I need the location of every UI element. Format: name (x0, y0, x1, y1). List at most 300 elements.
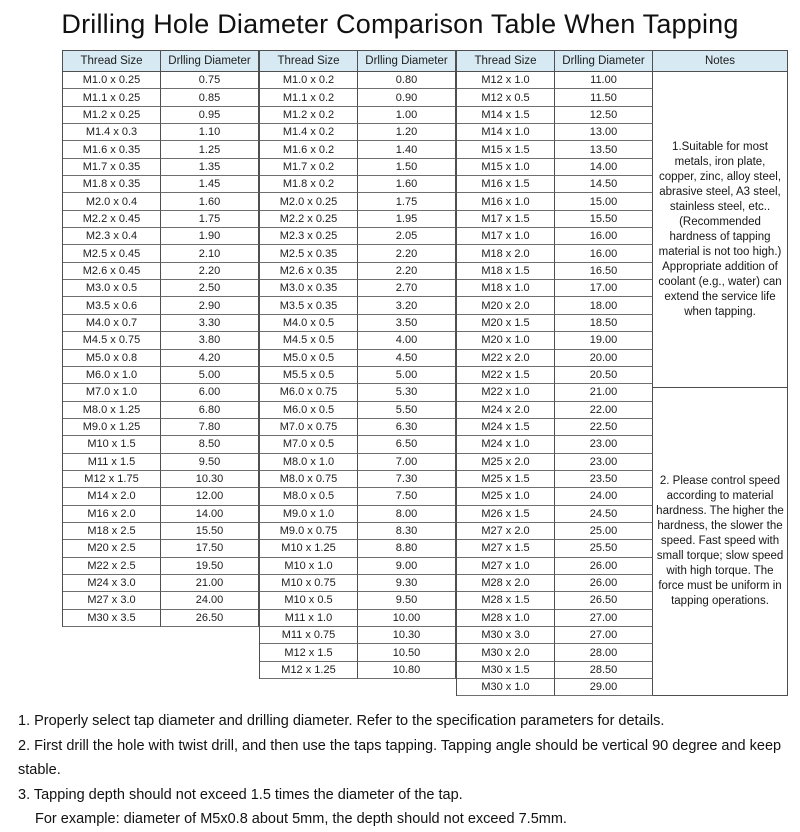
drill-diameter-cell: 1.90 (161, 228, 259, 245)
drill-diameter-cell: 0.90 (358, 89, 456, 106)
table-row (260, 176, 456, 193)
drill-diameter-cell: 27.00 (555, 610, 653, 627)
table-row (63, 610, 259, 627)
thread-size-cell: M1.2 x 0.2 (260, 107, 358, 124)
table-row (63, 280, 259, 297)
table-row (63, 436, 259, 453)
thread-size-cell: M25 x 1.5 (457, 471, 555, 488)
table-row (260, 315, 456, 332)
drill-diameter-cell: 3.80 (161, 332, 259, 349)
drill-diameter-cell: 2.50 (161, 280, 259, 297)
thread-size-cell: M1.0 x 0.2 (260, 72, 358, 89)
table-row (260, 211, 456, 228)
column-header-thread-size: Thread Size (457, 51, 555, 72)
thread-size-cell: M1.6 x 0.2 (260, 141, 358, 158)
drill-diameter-cell: 23.00 (555, 436, 653, 453)
thread-size-cell: M2.2 x 0.25 (260, 211, 358, 228)
thread-size-cell: M24 x 1.0 (457, 436, 555, 453)
thread-size-cell: M7.0 x 1.0 (63, 384, 161, 401)
thread-size-cell: M28 x 1.0 (457, 610, 555, 627)
footnote-2: 2. First drill the hole with twist drill, and then use the taps tapping. Tapping angle should be vertical 90 degree and keep stable. (18, 737, 782, 779)
thread-size-cell: M25 x 2.0 (457, 454, 555, 471)
drill-diameter-cell: 3.30 (161, 315, 259, 332)
thread-size-cell: M30 x 3.5 (63, 610, 161, 627)
thread-size-cell: M16 x 1.0 (457, 193, 555, 210)
drill-diameter-cell: 1.60 (358, 176, 456, 193)
table-row (63, 193, 259, 210)
thread-size-cell: M2.5 x 0.35 (260, 245, 358, 262)
thread-size-cell: M27 x 2.0 (457, 523, 555, 540)
table-row (457, 488, 653, 505)
table-row (260, 402, 456, 419)
table-row (63, 211, 259, 228)
table-row (260, 488, 456, 505)
drill-diameter-cell: 2.90 (161, 297, 259, 314)
drill-diameter-cell: 9.00 (358, 558, 456, 575)
header-row (63, 51, 259, 72)
table-row (260, 280, 456, 297)
comparison-table (62, 50, 788, 696)
thread-size-cell: M12 x 1.75 (63, 471, 161, 488)
thread-size-cell: M30 x 1.5 (457, 662, 555, 679)
table-row (457, 506, 653, 523)
table-row (63, 89, 259, 106)
drill-diameter-cell: 11.50 (555, 89, 653, 106)
header-row (260, 51, 456, 72)
drill-diameter-cell: 6.00 (161, 384, 259, 401)
drill-diameter-cell: 3.50 (358, 315, 456, 332)
drill-diameter-cell: 0.80 (358, 72, 456, 89)
table-row (63, 245, 259, 262)
table-row (260, 245, 456, 262)
column-header-drilling-diameter: Drlling Diameter (555, 51, 653, 72)
thread-size-cell: M1.4 x 0.3 (63, 124, 161, 141)
table-row (457, 610, 653, 627)
drill-diameter-cell: 8.50 (161, 436, 259, 453)
drill-diameter-cell: 23.50 (555, 471, 653, 488)
drill-diameter-cell: 0.85 (161, 89, 259, 106)
thread-size-cell: M28 x 1.5 (457, 592, 555, 609)
table-row (457, 367, 653, 384)
table-row (63, 575, 259, 592)
table-row (260, 540, 456, 557)
drill-diameter-cell: 6.50 (358, 436, 456, 453)
drill-diameter-cell: 7.30 (358, 471, 456, 488)
table-row (260, 297, 456, 314)
thread-size-cell: M15 x 1.0 (457, 159, 555, 176)
drill-diameter-cell: 2.20 (358, 245, 456, 262)
table-row (457, 540, 653, 557)
thread-size-cell: M18 x 1.5 (457, 263, 555, 280)
table-row (260, 384, 456, 401)
drill-diameter-cell: 5.00 (358, 367, 456, 384)
thread-size-cell: M22 x 1.0 (457, 384, 555, 401)
table-row (457, 627, 653, 644)
table-row (260, 159, 456, 176)
footnote-3-example: For example: diameter of M5x0.8 about 5mm, the depth should not exceed 7.5mm. (35, 811, 567, 828)
drill-diameter-cell: 9.50 (161, 454, 259, 471)
table-row (260, 610, 456, 627)
table-row (260, 506, 456, 523)
table-row (457, 679, 653, 696)
table-row (457, 419, 653, 436)
thread-size-cell: M11 x 0.75 (260, 627, 358, 644)
table-row (457, 141, 653, 158)
drill-diameter-cell: 9.30 (358, 575, 456, 592)
table-row (260, 662, 456, 679)
drill-diameter-cell: 10.30 (161, 471, 259, 488)
table-row (260, 454, 456, 471)
drill-diameter-cell: 21.00 (555, 384, 653, 401)
drill-diameter-cell: 5.50 (358, 402, 456, 419)
thread-size-cell: M25 x 1.0 (457, 488, 555, 505)
thread-size-cell: M10 x 1.5 (63, 436, 161, 453)
table-row (260, 193, 456, 210)
header-row (653, 51, 788, 72)
thread-size-cell: M6.0 x 0.5 (260, 402, 358, 419)
thread-size-cell: M17 x 1.0 (457, 228, 555, 245)
drill-diameter-cell: 8.00 (358, 506, 456, 523)
drill-diameter-cell: 18.50 (555, 315, 653, 332)
drill-diameter-cell: 6.80 (161, 402, 259, 419)
table-row (260, 367, 456, 384)
drill-diameter-cell: 1.40 (358, 141, 456, 158)
table-row (457, 228, 653, 245)
thread-size-cell: M14 x 1.0 (457, 124, 555, 141)
table-row (260, 419, 456, 436)
drill-diameter-cell: 8.30 (358, 523, 456, 540)
thread-size-cell: M24 x 3.0 (63, 575, 161, 592)
table-row (457, 193, 653, 210)
drill-diameter-cell: 13.00 (555, 124, 653, 141)
table-row (63, 402, 259, 419)
table-row (63, 488, 259, 505)
table-row (63, 107, 259, 124)
drill-diameter-cell: 1.35 (161, 159, 259, 176)
table-row (63, 124, 259, 141)
table-row (260, 141, 456, 158)
note-1: 1.Suitable for most metals, iron plate, copper, zinc, alloy steel, abrasive steel, A3 steel, stainless steel, etc..(Recommended hardness of tapping material is not too high.) Appropriate addition of coolant (e.g., water) can extend the service life when tapping. (653, 72, 788, 388)
table-row (63, 592, 259, 609)
table-row (63, 454, 259, 471)
table-row (260, 107, 456, 124)
thread-size-cell: M7.0 x 0.5 (260, 436, 358, 453)
thread-size-cell: M4.5 x 0.5 (260, 332, 358, 349)
footnotes (18, 709, 788, 832)
thread-size-cell: M1.0 x 0.25 (63, 72, 161, 89)
header-row (457, 51, 653, 72)
table-row (260, 575, 456, 592)
thread-size-cell: M2.6 x 0.35 (260, 263, 358, 280)
thread-size-cell: M12 x 1.5 (260, 644, 358, 661)
thread-size-cell: M18 x 1.0 (457, 280, 555, 297)
table-row (260, 558, 456, 575)
drill-diameter-cell: 7.50 (358, 488, 456, 505)
drill-diameter-cell: 1.95 (358, 211, 456, 228)
thread-size-cell: M8.0 x 0.75 (260, 471, 358, 488)
thread-size-cell: M5.0 x 0.5 (260, 350, 358, 367)
drill-diameter-cell: 10.80 (358, 662, 456, 679)
table-row (457, 350, 653, 367)
drill-diameter-cell: 27.00 (555, 627, 653, 644)
drill-diameter-cell: 23.00 (555, 454, 653, 471)
table-row (260, 228, 456, 245)
drill-diameter-cell: 1.50 (358, 159, 456, 176)
drill-diameter-cell: 5.30 (358, 384, 456, 401)
table-row (63, 263, 259, 280)
thread-size-cell: M22 x 2.5 (63, 558, 161, 575)
thread-size-cell: M26 x 1.5 (457, 506, 555, 523)
drill-diameter-cell: 24.00 (161, 592, 259, 609)
drill-diameter-cell: 2.10 (161, 245, 259, 262)
table-row (457, 471, 653, 488)
table-row (260, 263, 456, 280)
thread-size-cell: M1.8 x 0.35 (63, 176, 161, 193)
thread-size-cell: M2.3 x 0.25 (260, 228, 358, 245)
table-row (63, 384, 259, 401)
drill-diameter-cell: 1.00 (358, 107, 456, 124)
thread-size-cell: M2.0 x 0.4 (63, 193, 161, 210)
drill-diameter-cell: 15.50 (555, 211, 653, 228)
thread-size-cell: M22 x 1.5 (457, 367, 555, 384)
drill-diameter-cell: 19.50 (161, 558, 259, 575)
thread-size-cell: M9.0 x 0.75 (260, 523, 358, 540)
drill-diameter-cell: 0.95 (161, 107, 259, 124)
table-row (63, 332, 259, 349)
thread-size-cell: M3.0 x 0.5 (63, 280, 161, 297)
drill-diameter-cell: 20.50 (555, 367, 653, 384)
table-row (457, 575, 653, 592)
drill-diameter-cell: 16.50 (555, 263, 653, 280)
table-pair-1 (62, 50, 259, 627)
thread-size-cell: M15 x 1.5 (457, 141, 555, 158)
table-row (63, 228, 259, 245)
table-row (457, 124, 653, 141)
thread-size-cell: M8.0 x 0.5 (260, 488, 358, 505)
table-row (63, 315, 259, 332)
thread-size-cell: M24 x 2.0 (457, 402, 555, 419)
table-row (260, 436, 456, 453)
table-row (63, 558, 259, 575)
drill-diameter-cell: 22.00 (555, 402, 653, 419)
drill-diameter-cell: 25.00 (555, 523, 653, 540)
drill-diameter-cell: 24.00 (555, 488, 653, 505)
table-row (63, 471, 259, 488)
table-row (63, 506, 259, 523)
table-row (457, 211, 653, 228)
thread-size-cell: M12 x 1.25 (260, 662, 358, 679)
thread-size-cell: M10 x 1.0 (260, 558, 358, 575)
thread-size-cell: M1.6 x 0.35 (63, 141, 161, 158)
thread-size-cell: M9.0 x 1.0 (260, 506, 358, 523)
thread-size-cell: M10 x 1.25 (260, 540, 358, 557)
thread-size-cell: M11 x 1.0 (260, 610, 358, 627)
table-row (260, 124, 456, 141)
table-row (260, 644, 456, 661)
table-row (457, 592, 653, 609)
table-row (63, 350, 259, 367)
column-header-drilling-diameter: Drlling Diameter (358, 51, 456, 72)
thread-size-cell: M3.5 x 0.6 (63, 297, 161, 314)
thread-size-cell: M6.0 x 1.0 (63, 367, 161, 384)
drill-diameter-cell: 14.00 (161, 506, 259, 523)
column-header-thread-size: Thread Size (260, 51, 358, 72)
drill-diameter-cell: 17.50 (161, 540, 259, 557)
thread-size-cell: M16 x 2.0 (63, 506, 161, 523)
drill-diameter-cell: 3.20 (358, 297, 456, 314)
thread-size-cell: M30 x 3.0 (457, 627, 555, 644)
drill-diameter-cell: 7.00 (358, 454, 456, 471)
table-row (63, 367, 259, 384)
thread-size-cell: M4.0 x 0.7 (63, 315, 161, 332)
table-row (457, 280, 653, 297)
table-row (457, 89, 653, 106)
drill-diameter-cell: 10.00 (358, 610, 456, 627)
drill-diameter-cell: 2.05 (358, 228, 456, 245)
drill-diameter-cell: 11.00 (555, 72, 653, 89)
thread-size-cell: M16 x 1.5 (457, 176, 555, 193)
table-row (457, 263, 653, 280)
table-row (457, 72, 653, 89)
drill-diameter-cell: 24.50 (555, 506, 653, 523)
drill-diameter-cell: 6.30 (358, 419, 456, 436)
thread-size-cell: M30 x 2.0 (457, 644, 555, 661)
table-row (63, 540, 259, 557)
table-row (260, 592, 456, 609)
drill-diameter-cell: 1.10 (161, 124, 259, 141)
thread-size-cell: M11 x 1.5 (63, 454, 161, 471)
thread-size-cell: M1.1 x 0.2 (260, 89, 358, 106)
drill-diameter-cell: 4.20 (161, 350, 259, 367)
drill-diameter-cell: 26.00 (555, 575, 653, 592)
thread-size-cell: M1.2 x 0.25 (63, 107, 161, 124)
table-row (63, 297, 259, 314)
thread-size-cell: M1.4 x 0.2 (260, 124, 358, 141)
table-row (457, 644, 653, 661)
table-row (63, 176, 259, 193)
thread-size-cell: M27 x 1.5 (457, 540, 555, 557)
thread-size-cell: M3.0 x 0.35 (260, 280, 358, 297)
drill-diameter-cell: 29.00 (555, 679, 653, 696)
table-row (260, 350, 456, 367)
drill-diameter-cell: 1.75 (161, 211, 259, 228)
thread-size-cell: M22 x 2.0 (457, 350, 555, 367)
drill-diameter-cell: 2.20 (161, 263, 259, 280)
table-row (63, 419, 259, 436)
table-row (260, 471, 456, 488)
table-row (457, 662, 653, 679)
thread-size-cell: M3.5 x 0.35 (260, 297, 358, 314)
table-row (457, 332, 653, 349)
drill-diameter-cell: 25.50 (555, 540, 653, 557)
drill-diameter-cell: 19.00 (555, 332, 653, 349)
drill-diameter-cell: 20.00 (555, 350, 653, 367)
thread-size-cell: M7.0 x 0.75 (260, 419, 358, 436)
thread-size-cell: M2.0 x 0.25 (260, 193, 358, 210)
drill-diameter-cell: 14.50 (555, 176, 653, 193)
thread-size-cell: M5.5 x 0.5 (260, 367, 358, 384)
drill-diameter-cell: 2.70 (358, 280, 456, 297)
table-row (457, 159, 653, 176)
footnote-3: 3. Tapping depth should not exceed 1.5 times the diameter of the tap. (18, 786, 463, 803)
drill-diameter-cell: 28.00 (555, 644, 653, 661)
thread-size-cell: M4.5 x 0.75 (63, 332, 161, 349)
table-row (260, 72, 456, 89)
thread-size-cell: M8.0 x 1.0 (260, 454, 358, 471)
drill-diameter-cell: 2.20 (358, 263, 456, 280)
table-row (260, 627, 456, 644)
table-row (457, 245, 653, 262)
thread-size-cell: M10 x 0.5 (260, 592, 358, 609)
drill-diameter-cell: 4.50 (358, 350, 456, 367)
thread-size-cell: M12 x 1.0 (457, 72, 555, 89)
table-row (63, 523, 259, 540)
thread-size-cell: M14 x 2.0 (63, 488, 161, 505)
thread-size-cell: M1.7 x 0.35 (63, 159, 161, 176)
drill-diameter-cell: 18.00 (555, 297, 653, 314)
thread-size-cell: M14 x 1.5 (457, 107, 555, 124)
table-pair-3 (456, 50, 653, 696)
drill-diameter-cell: 16.00 (555, 245, 653, 262)
table-row (457, 454, 653, 471)
drill-diameter-cell: 15.50 (161, 523, 259, 540)
thread-size-cell: M6.0 x 0.75 (260, 384, 358, 401)
table-row (457, 558, 653, 575)
table-row (457, 297, 653, 314)
thread-size-cell: M12 x 0.5 (457, 89, 555, 106)
drill-diameter-cell: 12.50 (555, 107, 653, 124)
table-pair-2 (259, 50, 456, 679)
table-row (457, 523, 653, 540)
drill-diameter-cell: 1.75 (358, 193, 456, 210)
thread-size-cell: M17 x 1.5 (457, 211, 555, 228)
thread-size-cell: M4.0 x 0.5 (260, 315, 358, 332)
column-header-notes: Notes (653, 51, 788, 72)
thread-size-cell: M2.6 x 0.45 (63, 263, 161, 280)
drill-diameter-cell: 26.00 (555, 558, 653, 575)
notes-column (653, 50, 788, 696)
drill-diameter-cell: 21.00 (161, 575, 259, 592)
drill-diameter-cell: 1.25 (161, 141, 259, 158)
thread-size-cell: M1.1 x 0.25 (63, 89, 161, 106)
column-header-drilling-diameter: Drlling Diameter (161, 51, 259, 72)
thread-size-cell: M1.8 x 0.2 (260, 176, 358, 193)
note-2: 2. Please control speed according to material hardness. The higher the hardness, the slower the speed. Fast speed with small torque; slow speed with high torque. The force must be uniform in tapping operations. (653, 388, 788, 696)
thread-size-cell: M24 x 1.5 (457, 419, 555, 436)
table-row (457, 402, 653, 419)
thread-size-cell: M5.0 x 0.8 (63, 350, 161, 367)
drill-diameter-cell: 1.45 (161, 176, 259, 193)
thread-size-cell: M20 x 2.5 (63, 540, 161, 557)
drill-diameter-cell: 7.80 (161, 419, 259, 436)
table-row (457, 384, 653, 401)
footnote-1: 1. Properly select tap diameter and drilling diameter. Refer to the specification parameters for details. (18, 713, 665, 730)
thread-size-cell: M18 x 2.0 (457, 245, 555, 262)
drill-diameter-cell: 22.50 (555, 419, 653, 436)
thread-size-cell: M10 x 0.75 (260, 575, 358, 592)
drill-diameter-cell: 8.80 (358, 540, 456, 557)
table-row (457, 436, 653, 453)
drill-diameter-cell: 15.00 (555, 193, 653, 210)
table-row (457, 107, 653, 124)
table-row (457, 315, 653, 332)
thread-size-cell: M2.5 x 0.45 (63, 245, 161, 262)
drill-diameter-cell: 4.00 (358, 332, 456, 349)
table-row (260, 89, 456, 106)
thread-size-cell: M2.2 x 0.45 (63, 211, 161, 228)
drill-diameter-cell: 12.00 (161, 488, 259, 505)
thread-size-cell: M1.7 x 0.2 (260, 159, 358, 176)
